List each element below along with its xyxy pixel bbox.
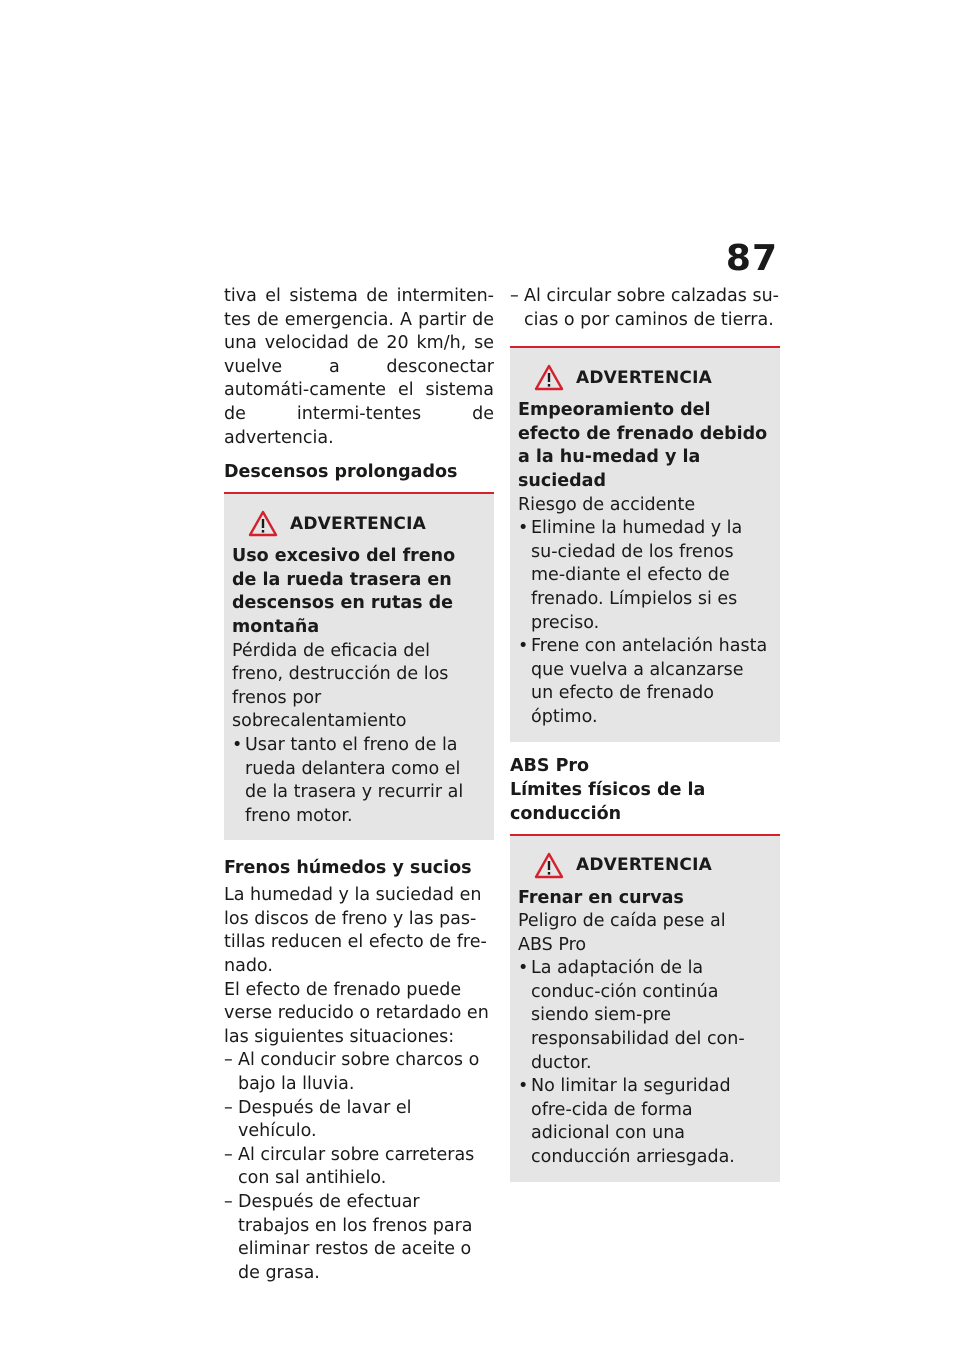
list-item: – Después de lavar el vehículo.	[224, 1097, 494, 1144]
warning-bullets	[518, 517, 770, 729]
section-heading-abs-pro: ABS Pro	[510, 755, 590, 776]
warning-consequence: Pérdida de eficacia del freno, destrucción de los frenos por sobrecalentamiento	[232, 640, 449, 732]
warning-consequence-line2: ABS Pro	[518, 934, 587, 955]
list-item: – Al conducir sobre charcos o bajo la lluvia.	[224, 1049, 494, 1096]
section-heading-frenos-humedos: Frenos húmedos y sucios	[224, 858, 472, 879]
warning-consequence: Riesgo de accidente	[518, 494, 696, 515]
warning-header	[248, 510, 484, 537]
warning-header	[534, 364, 770, 391]
warning-title: Frenar en curvas	[518, 887, 684, 908]
list-item: • Elimine la humedad y la su-ciedad de los frenos me-diante el efecto de frenado. Límpielos si es preciso.	[518, 517, 770, 635]
warning-header	[534, 852, 770, 879]
right-column	[510, 285, 780, 1182]
section-heading-limites: Límites físicos de la conducción	[510, 779, 706, 824]
warning-box-humedad	[510, 348, 780, 741]
list-item: • No limitar la seguridad ofre-cida de forma adicional con una conducción arriesgada.	[518, 1075, 770, 1169]
list-item: • Usar tanto el freno de la rueda delantera como el de la trasera y recurrir al freno motor.	[232, 734, 484, 828]
situations-list	[224, 1049, 494, 1285]
left-column	[224, 285, 494, 1285]
list-item: • Frene con antelación hasta que vuelva a alcanzarse un efecto de frenado óptimo.	[518, 635, 770, 729]
warning-triangle-icon	[534, 364, 564, 391]
list-item: – Después de efectuar trabajos en los frenos para eliminar restos de aceite o de grasa.	[224, 1191, 494, 1285]
warning-title: Empeoramiento del efecto de frenado debido a la hu-medad y la suciedad	[518, 400, 768, 491]
list-item: • La adaptación de la conduc-ción continúa siendo siem-pre responsabilidad del con-ductor.	[518, 957, 770, 1075]
list-item: – Al circular sobre calzadas su-cias o por caminos de tierra.	[510, 285, 780, 332]
paragraph: La humedad y la suciedad en los discos de freno y las pas-tillas reducen el efecto de fre-nado.	[224, 885, 487, 977]
warning-box-curvas	[510, 836, 780, 1182]
intro-paragraph: tiva el sistema de intermiten-tes de emergencia. A partir de una velocidad de 20 km/h, se vuelve a desconectar automáti-camente el sistema de intermi-tentes de advertencia.	[224, 286, 494, 448]
page-number: 87	[725, 238, 778, 279]
warning-bullets	[232, 734, 484, 828]
warning-label: ADVERTENCIA	[290, 513, 426, 534]
warning-label: ADVERTENCIA	[576, 855, 712, 875]
warning-consequence: Peligro de caída pese al	[518, 911, 726, 932]
warning-bullets	[518, 957, 770, 1169]
list-item: – Al circular sobre carreteras con sal antihielo.	[224, 1144, 494, 1191]
section-heading-descensos: Descensos prolongados	[224, 462, 458, 483]
warning-label: ADVERTENCIA	[576, 367, 712, 388]
warning-triangle-icon	[248, 510, 278, 537]
paragraph: El efecto de frenado puede verse reducido o retardado en las siguientes situaciones:	[224, 979, 489, 1047]
warning-triangle-icon	[534, 852, 564, 879]
situations-list-continued	[510, 285, 780, 332]
warning-box-descensos	[224, 494, 494, 840]
warning-title: Uso excesivo del freno de la rueda trasera en descensos en rutas de montaña	[232, 546, 456, 637]
